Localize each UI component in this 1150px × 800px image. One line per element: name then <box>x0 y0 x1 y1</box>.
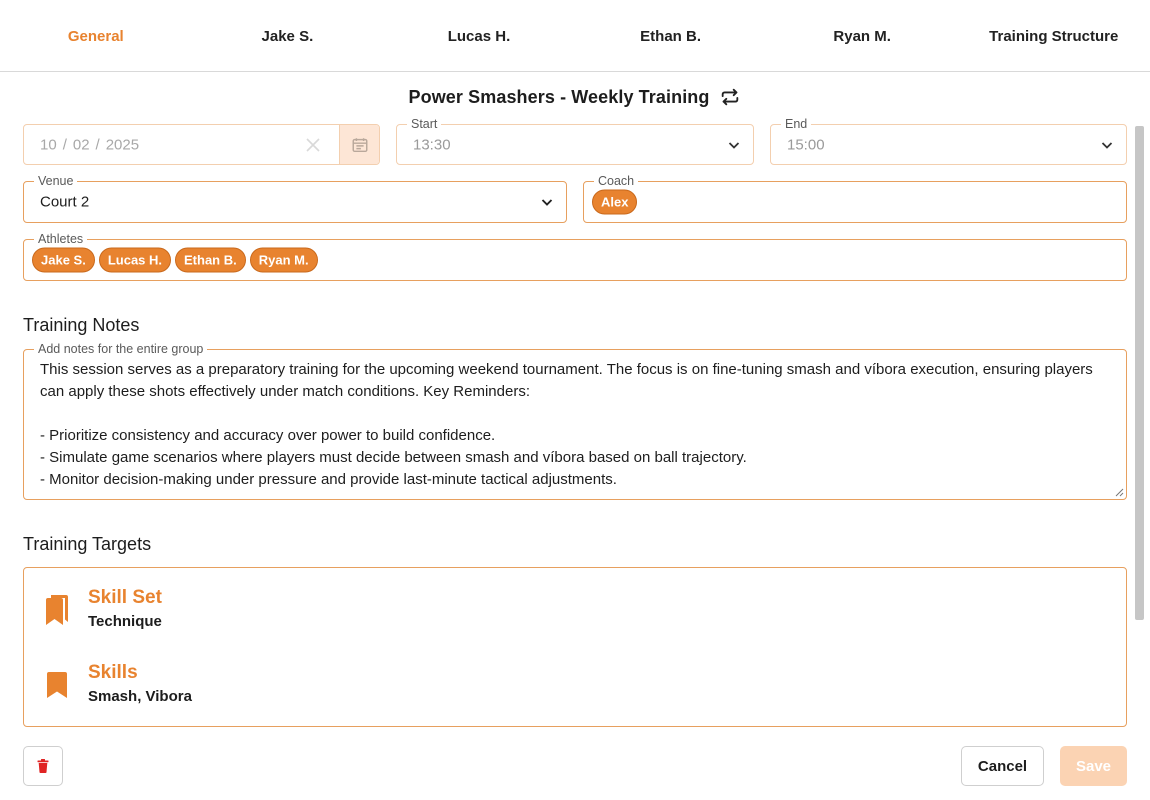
tab-ryan-m[interactable]: Ryan M. <box>833 27 891 45</box>
venue-select[interactable] <box>23 174 567 223</box>
delete-button[interactable] <box>23 746 63 786</box>
target-item[interactable] <box>44 661 192 705</box>
chevron-down-icon <box>727 138 741 152</box>
date-field[interactable] <box>23 124 380 165</box>
cancel-button[interactable]: Cancel <box>961 746 1044 786</box>
coach-chips <box>592 190 637 215</box>
session-title: Power Smashers - Weekly Training <box>408 86 710 107</box>
athlete-chip[interactable]: Lucas H. <box>99 248 171 273</box>
venue-value: Court 2 <box>40 193 90 211</box>
clear-icon[interactable] <box>305 137 321 153</box>
end-value: 15:00 <box>787 136 825 153</box>
end-time-select[interactable] <box>770 117 1127 165</box>
target-item[interactable] <box>44 586 162 630</box>
tab-jake-s[interactable]: Jake S. <box>261 27 314 45</box>
notes-textarea[interactable] <box>23 342 1127 500</box>
chevron-down-icon <box>540 195 554 209</box>
notes-text: This session serves as a preparatory training for the upcoming weekend tournament. The focus is on fine-tuning smash and víbora execution, ensuring players can apply these shots effectively under match conditions. Key Reminders: - Prioritize consistency and accuracy over power to build confidence. - Simulate game scenarios where players must decide between smash and víbora based on ball trajectory. - Monitor decision-making under pressure and provide last-minute tactical adjustments. <box>40 361 1093 488</box>
training-targets-heading: Training Targets <box>23 534 152 554</box>
date-year: 2025 <box>105 136 140 153</box>
training-targets-panel <box>23 567 1127 727</box>
training-notes-heading: Training Notes <box>23 315 140 335</box>
scrollbar-thumb[interactable] <box>1135 126 1144 620</box>
athletes-field[interactable] <box>23 232 1127 281</box>
date-day: 10 <box>40 136 57 153</box>
start-label: Start <box>407 116 441 132</box>
session-title-row <box>0 86 1150 108</box>
target-title: Skills <box>88 662 138 683</box>
venue-label: Venue <box>34 173 77 189</box>
date-separator: / <box>62 136 67 153</box>
athlete-chip[interactable]: Ethan B. <box>175 248 246 273</box>
tab-lucas-h[interactable]: Lucas H. <box>447 27 511 45</box>
coach-field[interactable] <box>583 174 1127 223</box>
calendar-icon <box>351 136 369 154</box>
notes-label: Add notes for the entire group <box>34 341 207 357</box>
target-subtitle: Smash, Vibora <box>88 688 192 705</box>
coach-chip[interactable]: Alex <box>592 190 637 215</box>
athlete-chip[interactable]: Ryan M. <box>250 248 318 273</box>
athlete-chip[interactable]: Jake S. <box>32 248 95 273</box>
resize-handle-icon[interactable] <box>1114 487 1124 497</box>
bookmarks-icon <box>44 594 70 628</box>
tab-bar <box>0 0 1150 72</box>
date-value <box>40 136 139 153</box>
calendar-button[interactable] <box>339 125 379 164</box>
tab-general[interactable]: General <box>67 27 124 45</box>
repeat-icon[interactable] <box>719 86 741 108</box>
date-month: 02 <box>72 136 90 153</box>
coach-label: Coach <box>594 173 638 189</box>
athletes-label: Athletes <box>34 231 87 247</box>
start-time-select[interactable] <box>396 117 754 165</box>
end-label: End <box>781 116 811 132</box>
target-title: Skill Set <box>88 587 162 608</box>
trash-icon <box>35 758 51 774</box>
athlete-chips <box>32 248 318 273</box>
save-button[interactable]: Save <box>1060 746 1127 786</box>
tab-training-structure[interactable]: Training Structure <box>989 27 1119 45</box>
tab-ethan-b[interactable]: Ethan B. <box>640 27 701 45</box>
target-subtitle: Technique <box>88 613 162 630</box>
start-value: 13:30 <box>413 136 451 153</box>
chevron-down-icon <box>1100 138 1114 152</box>
bookmark-icon <box>44 669 70 703</box>
date-separator: / <box>95 136 100 153</box>
